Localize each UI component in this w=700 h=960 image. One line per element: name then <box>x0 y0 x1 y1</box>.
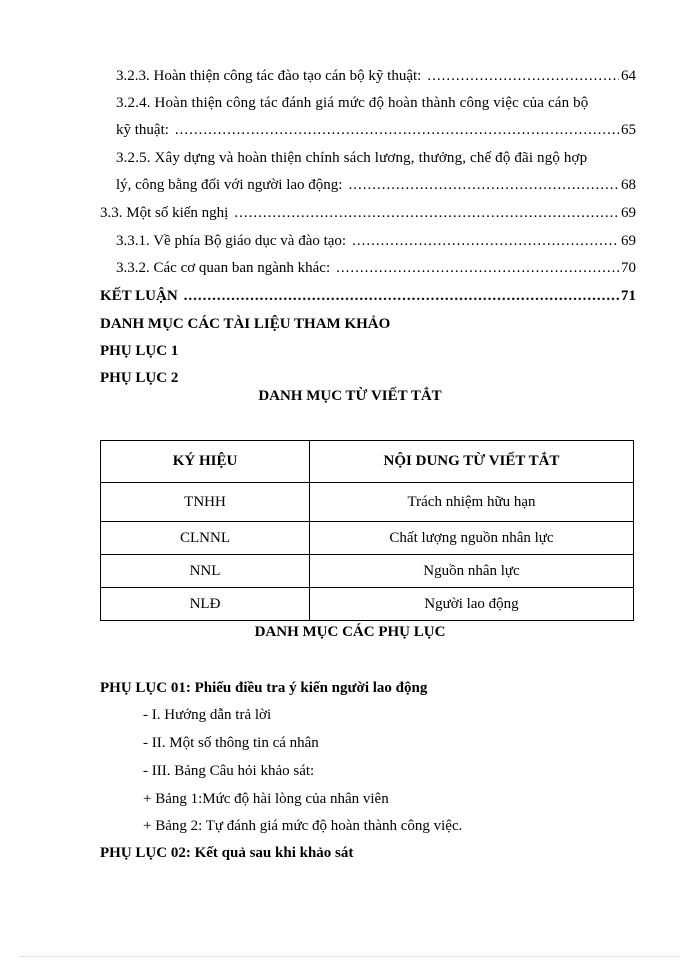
toc-entry-3-2-5-line1[interactable]: 3.2.5. Xây dựng và hoàn thiện chính sách lương, thưởng, chế độ đãi ngộ hợp <box>116 150 588 166</box>
appendix-item-table-1: + Bảng 1:Mức độ hài lòng của nhân viên <box>143 791 389 807</box>
appendix-item-personal-info: - II. Một số thông tin cá nhân <box>143 735 319 751</box>
toc-leader <box>352 231 619 251</box>
toc-label: 3.2.3. Hoàn thiện công tác đào tạo cán bộ kỹ thuật: <box>116 68 422 84</box>
abbr-meaning: Nguồn nhân lực <box>310 555 634 588</box>
toc-page: 65 <box>621 122 636 138</box>
toc-leader <box>336 258 619 278</box>
appendix-01-label: PHỤ LỤC 01: <box>100 680 191 696</box>
header-meaning: NỘI DUNG TỪ VIẾT TẮT <box>310 441 634 483</box>
abbr-symbol: CLNNL <box>101 522 310 555</box>
appendix-02-label: PHỤ LỤC 02: <box>100 845 191 861</box>
toc-label: KẾT LUẬN <box>100 288 178 304</box>
appendix-item-guide: - I. Hướng dẫn trả lời <box>143 707 272 723</box>
appendix-1-heading[interactable]: PHỤ LỤC 1 <box>100 343 179 359</box>
table-row <box>101 483 634 522</box>
table-header-row <box>101 441 634 483</box>
abbr-meaning: Người lao động <box>310 588 634 621</box>
toc-label: kỹ thuật: <box>116 122 169 138</box>
appendix-list-title: DANH MỤC CÁC PHỤ LỤC <box>254 624 446 640</box>
toc-page: 69 <box>621 205 636 221</box>
abbr-meaning: Chất lượng nguồn nhân lực <box>310 522 634 555</box>
toc-label: 3.3. Một số kiến nghị <box>100 205 229 221</box>
toc-entry-3-2-5[interactable] <box>116 175 636 195</box>
appendix-01-desc: Phiếu điều tra ý kiến người lao động <box>194 680 428 696</box>
toc-entry-3-2-3[interactable] <box>116 66 636 86</box>
appendix-item-survey: - III. Bảng Câu hỏi khảo sát: <box>143 763 315 779</box>
toc-leader <box>175 120 619 140</box>
abbr-symbol: NNL <box>101 555 310 588</box>
abbreviation-table <box>100 440 634 621</box>
toc-page: 71 <box>621 288 636 304</box>
header-symbol: KÝ HIỆU <box>101 441 310 483</box>
toc-page: 69 <box>621 233 636 249</box>
toc-entry-3-3-2[interactable] <box>116 258 636 278</box>
toc-entry-3-2-4[interactable] <box>116 120 636 140</box>
toc-page: 70 <box>621 260 636 276</box>
toc-label: 3.3.1. Về phía Bộ giáo dục và đào tạo: <box>116 233 347 249</box>
toc-entry-3-3[interactable] <box>100 203 636 223</box>
abbr-symbol: NLĐ <box>101 588 310 621</box>
toc-leader <box>184 286 619 306</box>
toc-entry-conclusion[interactable] <box>100 286 636 306</box>
toc-leader <box>427 66 619 86</box>
toc-label: lý, công bằng đối với người lao động: <box>116 177 343 193</box>
toc-leader <box>234 203 619 223</box>
abbr-symbol: TNHH <box>101 483 310 522</box>
toc-label: 3.3.2. Các cơ quan ban ngành khác: <box>116 260 331 276</box>
table-row <box>101 522 634 555</box>
appendix-item-table-2: + Bảng 2: Tự đánh giá mức độ hoàn thành công việc. <box>143 818 463 834</box>
toc-leader <box>348 175 619 195</box>
page-bottom-divider <box>20 956 680 957</box>
appendix-01-entry[interactable] <box>100 678 427 698</box>
appendix-02-entry[interactable] <box>100 843 353 863</box>
appendix-2-heading[interactable]: PHỤ LỤC 2 <box>100 370 179 386</box>
abbreviation-list-title: DANH MỤC TỪ VIẾT TẮT <box>258 388 442 404</box>
abbr-meaning: Trách nhiệm hữu hạn <box>310 483 634 522</box>
table-row <box>101 588 634 621</box>
toc-entry-3-3-1[interactable] <box>116 231 636 251</box>
toc-entry-3-2-4-line1[interactable]: 3.2.4. Hoàn thiện công tác đánh giá mức độ hoàn thành công việc của cán bộ <box>116 95 589 111</box>
table-row <box>101 555 634 588</box>
appendix-02-desc: Kết quả sau khi khảo sát <box>194 845 354 861</box>
toc-page: 64 <box>621 68 636 84</box>
references-heading[interactable]: DANH MỤC CÁC TÀI LIỆU THAM KHẢO <box>100 316 391 332</box>
toc-page: 68 <box>621 177 636 193</box>
